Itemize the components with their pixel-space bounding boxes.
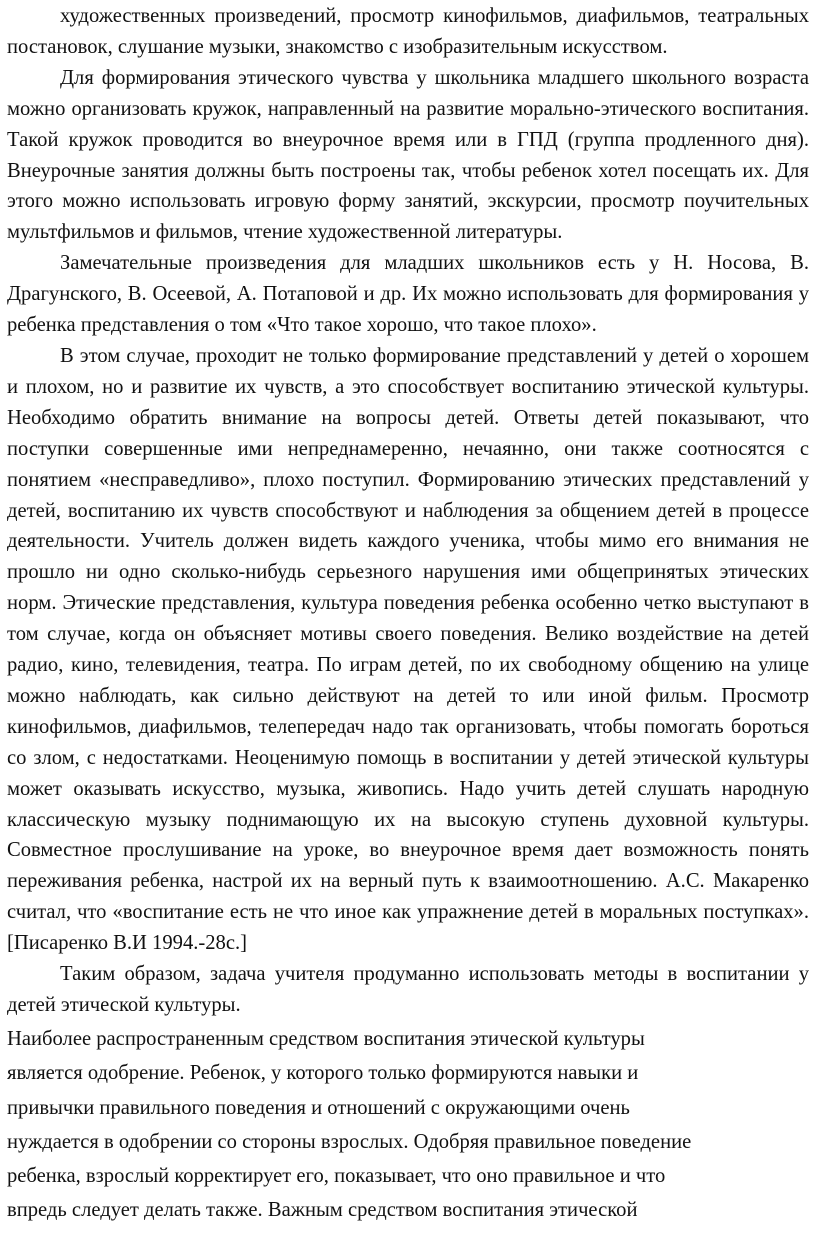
paragraph-ethics-club: Для формирования этического чувства у школьника младшего школьного возраста можно организовать кружок, направленный на развитие морально-этического воспитания. Такой кружок проводится во внеурочное время или в ГПД (группа продленного дня). Внеурочные занятия должны быть построены так, чтобы ребенок хотел посещать их. Для этого можно использовать игровую форму занятий, экскурсии, просмотр поучительных мультфильмов и фильмов, чтение художественной литературы. <box>7 66 809 244</box>
text-line: впредь следует делать также. Важным средством воспитания этической <box>7 1199 638 1222</box>
text-line: является одобрение. Ребенок, у которого только формируются навыки и <box>7 1062 639 1085</box>
text-line: ребенка, взрослый корректирует его, показывает, что оно правильное и что <box>7 1165 666 1188</box>
paragraph-conclusion: Таким образом, задача учителя продуманно использовать методы в воспитании у детей этической культуры. <box>7 963 809 1016</box>
paragraph-continuation: художественных произведений, просмотр кинофильмов, диафильмов, театральных постановок, слушание музыки, знакомство с изобразительным искусством. <box>7 5 809 58</box>
paragraph-authors: Замечательные произведения для младших школьников есть у Н. Носова, В. Драгунского, В. Осеевой, А. Потаповой и др. Их можно использовать для формирования у ребенка представления о том «Что такое хорошо, что такое плохо». <box>7 252 809 337</box>
text-line: привычки правильного поведения и отношений с окружающими очень <box>7 1096 630 1119</box>
text-line: Наиболее распространенным средством воспитания этической культуры <box>7 1027 645 1050</box>
text-line: нуждается в одобрении со стороны взрослых. Одобряя правильное поведение <box>7 1130 692 1153</box>
paragraph-ethical-representations: В этом случае, проходит не только формирование представлений у детей о хорошем и плохом, но и развитие их чувств, а это способствует воспитанию этической культуры. Необходимо обратить внимание на вопросы детей. Ответы детей показывают, что поступки совершенные ими непреднамеренно, нечаянно, они также соотносятся с понятием «несправедливо», плохо поступил. Формированию этических представлений у детей, воспитанию их чувств способствуют и наблюдения за общением детей в процессе деятельности. Учитель должен видеть каждого ученика, чтобы мимо его внимания не прошло ни одно сколько-нибудь серьезного нарушения ими общепринятых этических норм. Этические представления, культура поведения ребенка особенно четко выступают в том случае, когда он объясняет мотивы своего поведения. Велико воздействие на детей радио, кино, телевидения, театра. По играм детей, по их свободному общению на улице можно наблюдать, как сильно действуют на детей то или иной фильм. Просмотр кинофильмов, диафильмов, телепередач надо так организовать, чтобы помогать бороться со злом, с недостатками. Неоценимую помощь в воспитании у детей этической культуры может оказывать искусство, музыка, живопись. Надо учить детей слушать народную классическую музыку поднимающую их на высокую ступень духовной культуры. Совместное прослушивание на уроке, во внеурочное время дает возможность понять переживания ребенка, настрой их на верный путь к взаимоотношению. А.С. Макаренко считал, что «воспитание есть не что иное как упражнение детей в моральных поступках». [Писаренко В.И 1994.-28с.] <box>7 344 809 955</box>
approval-text-block <box>7 1022 809 1228</box>
justified-text-block <box>7 0 809 1021</box>
